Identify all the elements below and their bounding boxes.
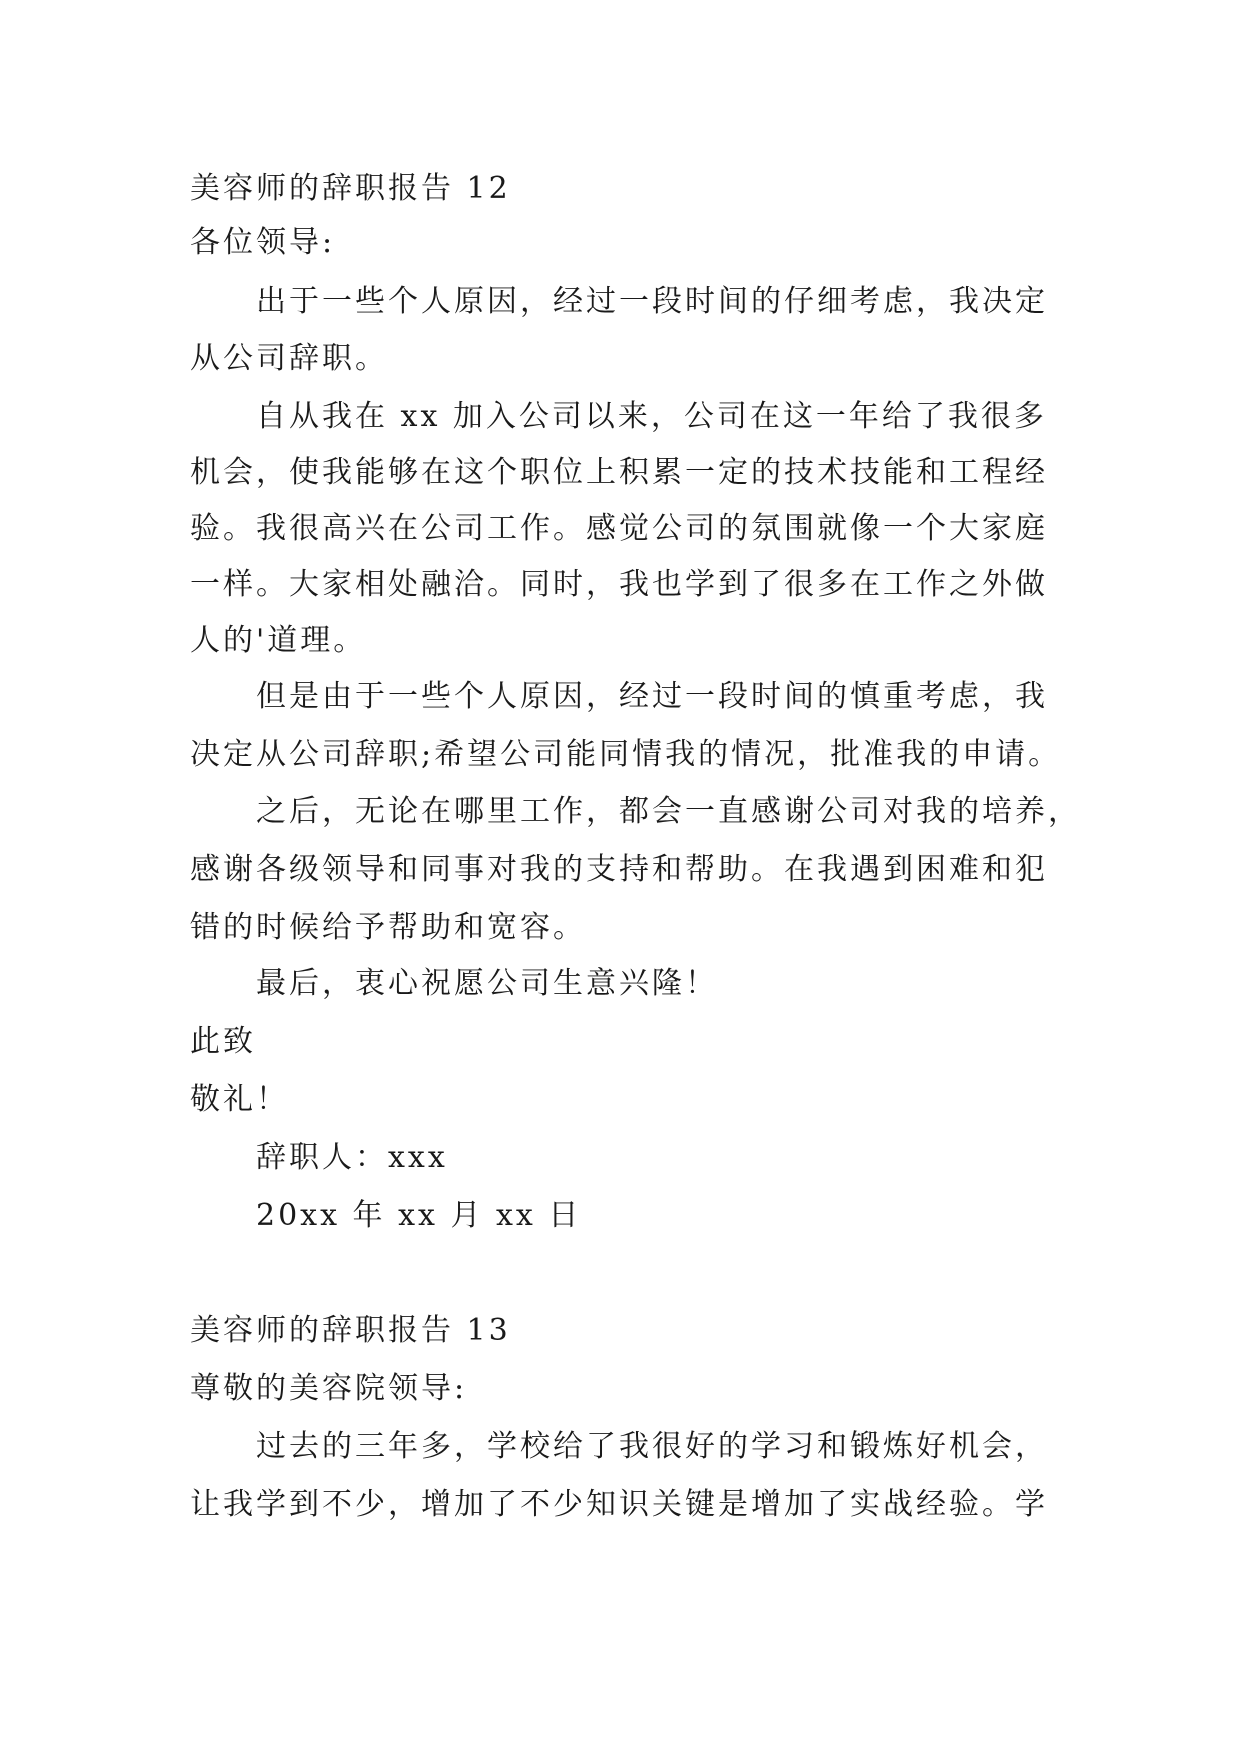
closing-line: 此致: [190, 1024, 256, 1059]
paragraph-line: 自从我在 xx 加入公司以来，公司在这一年给了我很多: [256, 399, 1047, 434]
closing-line: 敬礼！: [190, 1082, 289, 1117]
paragraph-line: 一样。大家相处融洽。同时，我也学到了很多在工作之外做: [190, 567, 1048, 602]
paragraph-line: 出于一些个人原因，经过一段时间的仔细考虑，我决定: [256, 284, 1048, 319]
letter-title: 美容师的辞职报告 12: [190, 171, 511, 206]
salutation: 各位领导:: [190, 225, 336, 260]
paragraph-line: 验。我很高兴在公司工作。感觉公司的氛围就像一个大家庭: [190, 511, 1048, 546]
paragraph-line: 之后，无论在哪里工作，都会一直感谢公司对我的培养，: [256, 794, 1081, 829]
signer: 辞职人：xxx: [256, 1140, 448, 1175]
paragraph-line: 机会，使我能够在这个职位上积累一定的技术技能和工程经: [190, 455, 1048, 490]
paragraph-line: 决定从公司辞职;希望公司能同情我的情况，批准我的申请。: [190, 737, 1062, 772]
salutation: 尊敬的美容院领导:: [190, 1371, 468, 1406]
letter-title: 美容师的辞职报告 13: [190, 1313, 511, 1348]
paragraph-line: 人的'道理。: [190, 623, 367, 658]
paragraph-line: 感谢各级领导和同事对我的支持和帮助。在我遇到困难和犯: [190, 852, 1048, 887]
paragraph-line: 错的时候给予帮助和宽容。: [190, 910, 586, 945]
paragraph-line: 但是由于一些个人原因，经过一段时间的慎重考虑，我: [256, 679, 1048, 714]
paragraph-line: 过去的三年多，学校给了我很好的学习和锻炼好机会，: [256, 1429, 1048, 1464]
date: 20xx 年 xx 月 xx 日: [256, 1198, 582, 1233]
paragraph-line: 让我学到不少，增加了不少知识关键是增加了实战经验。学: [190, 1487, 1048, 1522]
paragraph-line: 最后，衷心祝愿公司生意兴隆！: [256, 966, 718, 1001]
paragraph-line: 从公司辞职。: [190, 341, 388, 376]
